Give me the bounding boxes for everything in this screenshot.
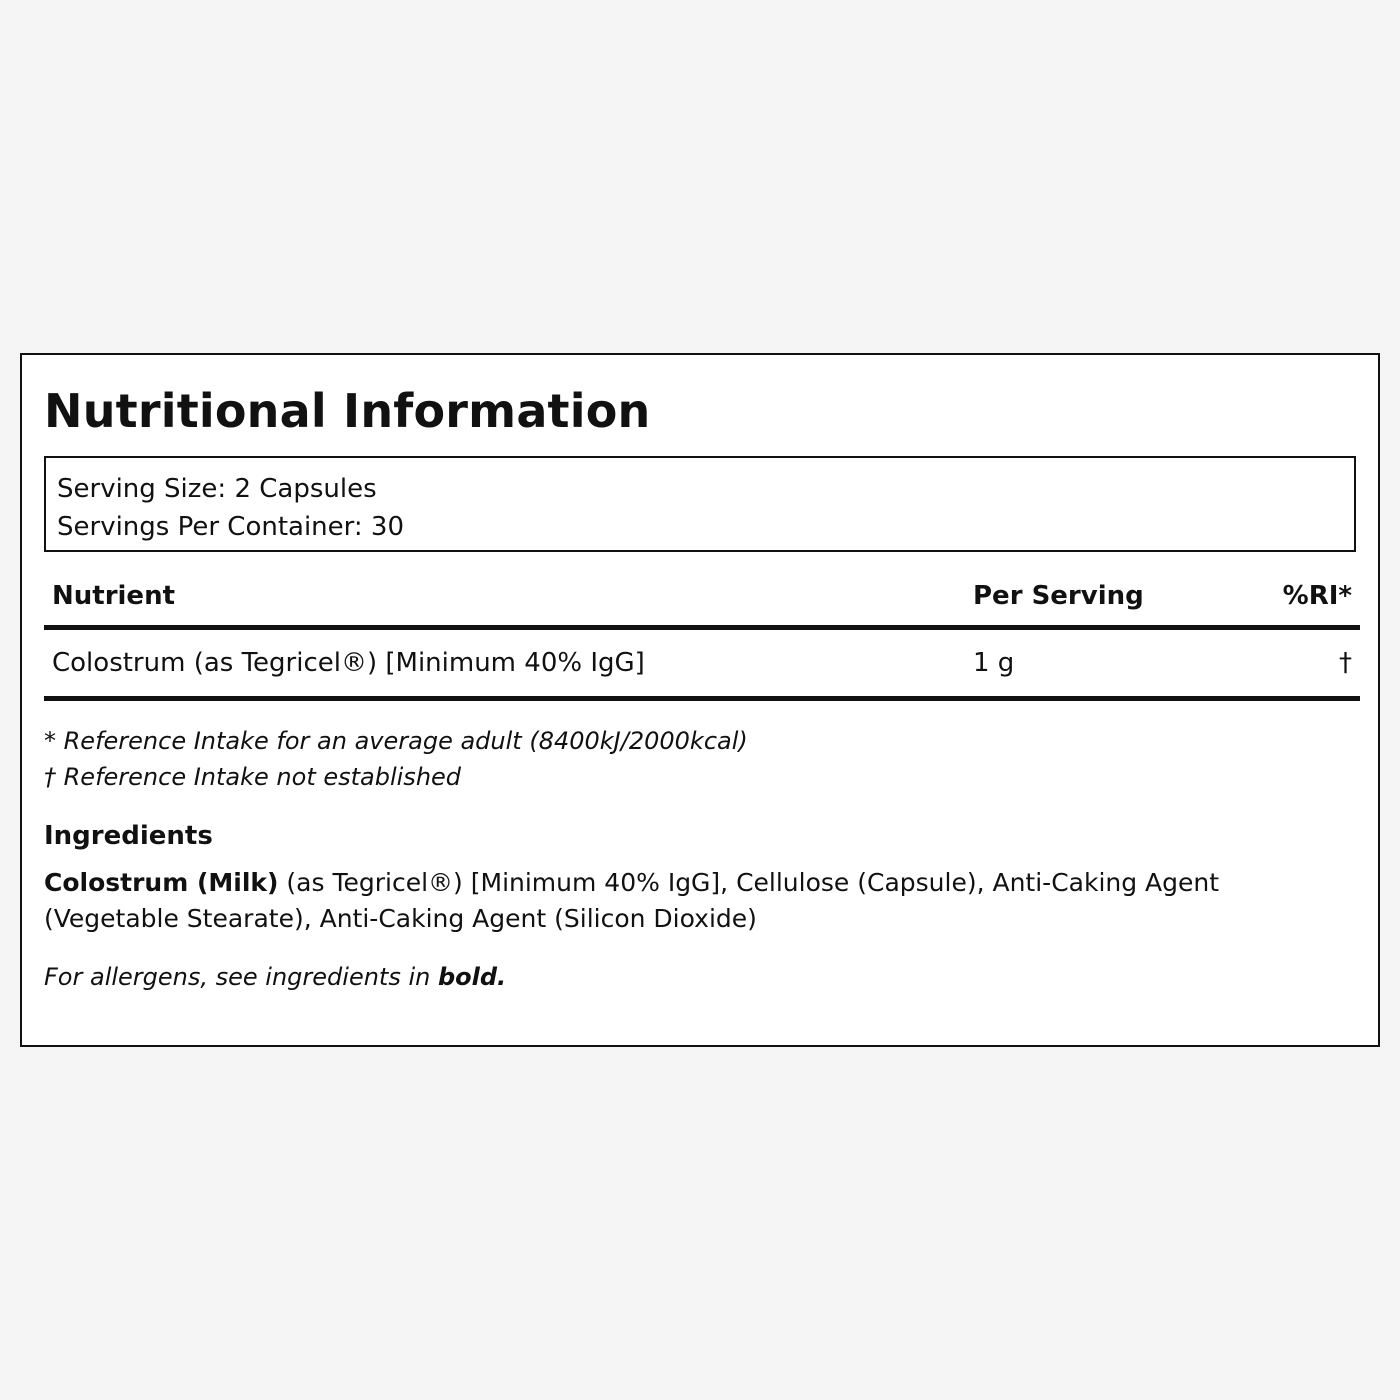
dagger-footnote: † Reference Intake not established (44, 763, 462, 791)
servings-per-container: Servings Per Container: 30 (57, 512, 405, 542)
ingredient-allergen: Colostrum (Milk) (44, 868, 279, 897)
ri-footnote: * Reference Intake for an average adult (8400kJ/2000kcal) (44, 727, 748, 755)
nutrition-panel (20, 353, 1380, 1047)
header-nutrient: Nutrient (52, 581, 176, 611)
serving-info-box (44, 456, 1356, 552)
ingredients-heading: Ingredients (44, 821, 213, 851)
allergen-note-bold: bold. (437, 963, 507, 991)
allergen-note-text: For allergens, see ingredients in (44, 963, 438, 991)
table-header-row (44, 577, 1360, 630)
ingredients-rest: (as Tegricel®) [Minimum 40% IgG], Cellulose (Capsule), Anti-Caking Agent (Vegetable Stearate), Anti-Caking Agent (Silicon Dioxide) (44, 868, 1220, 933)
serving-size: Serving Size: 2 Capsules (57, 474, 377, 504)
nutrient-table (44, 577, 1360, 701)
allergen-note (44, 963, 506, 991)
header-ri: %RI* (1282, 581, 1352, 611)
footnotes (44, 723, 748, 795)
ingredients-list (44, 865, 1314, 937)
page-title: Nutritional Information (44, 384, 651, 438)
row-nutrient: Colostrum (as Tegricel®) [Minimum 40% IgG] (52, 648, 645, 678)
row-ri: † (1339, 648, 1352, 678)
table-row (44, 630, 1360, 701)
row-per-serving: 1 g (973, 648, 1015, 678)
header-per-serving: Per Serving (973, 581, 1144, 611)
